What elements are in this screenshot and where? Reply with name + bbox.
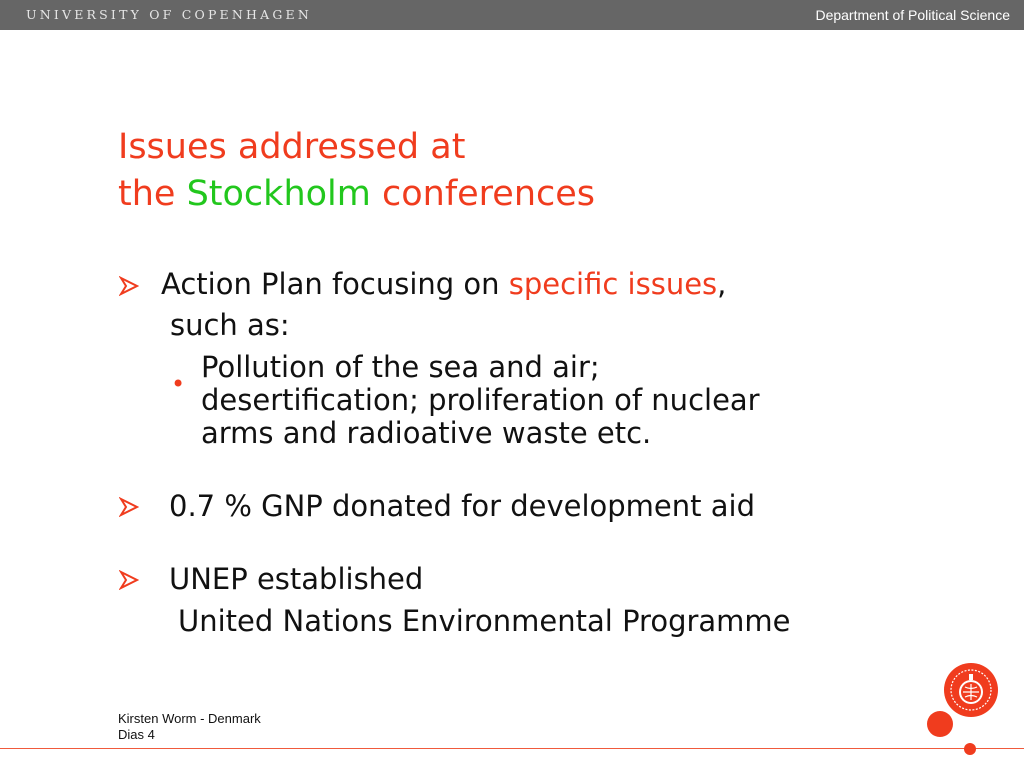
bullet-1-line-1 (161, 267, 726, 301)
title-prefix: the (118, 174, 187, 214)
university-seal-icon (943, 662, 999, 718)
bullet-1-prefix: Action Plan focusing on (161, 267, 509, 301)
title-line-2 (118, 171, 595, 218)
arrow-bullet-icon (119, 276, 139, 296)
bullet-3-text: UNEP established (169, 562, 424, 596)
arrow-bullet-icon (119, 570, 139, 590)
bullet-3-line-2: United Nations Environmental Programme (178, 604, 791, 638)
bullet-2-text: 0.7 % GNP donated for development aid (169, 489, 755, 523)
bullet-1-line-2: such as: (170, 308, 290, 342)
slide-title (118, 124, 595, 218)
sub-bullet-line-1: Pollution of the sea and air; (201, 350, 600, 384)
sub-bullet-marker: • (171, 370, 186, 398)
footer-author: Kirsten Worm - Denmark (118, 711, 261, 726)
arrow-bullet-icon (119, 497, 139, 517)
bullet-1-suffix: , (717, 267, 727, 301)
sub-bullet-line-2: desertification; proliferation of nuclear (201, 383, 760, 417)
decorative-circle-large (927, 711, 953, 737)
decorative-circle-small (964, 743, 976, 755)
footer-slide-number: Dias 4 (118, 727, 155, 742)
title-line-1: Issues addressed at (118, 127, 466, 167)
footer-divider (0, 748, 1024, 749)
university-name: UNIVERSITY OF COPENHAGEN (26, 7, 312, 22)
title-suffix: conferences (370, 174, 596, 214)
sub-bullet-line-3: arms and radioative waste etc. (201, 416, 652, 450)
department-name: Department of Political Science (815, 7, 1010, 23)
title-highlight: Stockholm (186, 174, 371, 214)
header-bar (0, 0, 1024, 30)
bullet-1-highlight: specific issues (508, 267, 718, 301)
